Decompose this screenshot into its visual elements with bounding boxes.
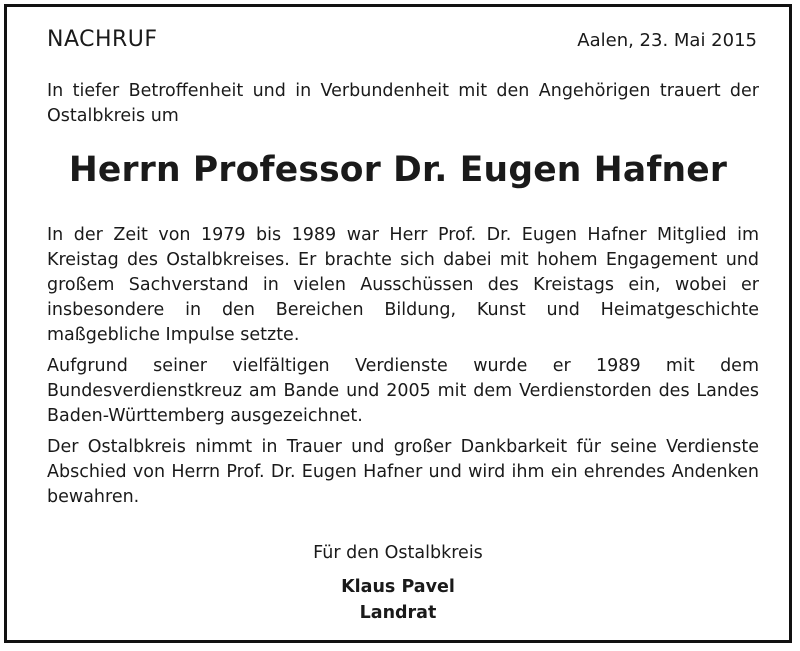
body-paragraph: Der Ostalbkreis nimmt in Trauer und großer Dankbarkeit für seine Verdienste Abschied von Herrn Prof. Dr. Eugen Hafner und wird ihm ein ehrendes Andenken bewahren. [47, 437, 759, 507]
body-paragraph: In der Zeit von 1979 bis 1989 war Herr Prof. Dr. Eugen Hafner Mitglied im Kreistag des Ostalbkreises. Er brachte sich dabei mit hohem Engagement und großem Sachverstand in vielen Ausschüssen des Kreistags ein, wobei er insbesondere in den Bereichen Bildung, Kunst und Heimatgeschichte maßgebliche Impulse setzte. [47, 225, 759, 345]
signatory-title: Landrat [359, 603, 437, 623]
deceased-name: Herrn Professor Dr. Eugen Hafner [68, 150, 728, 190]
notice-heading: NACHRUF [47, 27, 158, 52]
intro-text: In tiefer Betroffenheit und in Verbundenheit mit den Angehörigen trauert der Ostalbkreis um [47, 81, 759, 126]
header-row [47, 27, 757, 52]
obituary-notice [4, 4, 792, 643]
notice-body [47, 223, 759, 516]
signoff-line: Für den Ostalbkreis [313, 543, 483, 563]
body-paragraph: Aufgrund seiner vielfältigen Verdienste wurde er 1989 mit dem Bundesverdienstkreuz am Bande und 2005 mit dem Verdienstorden des Landes Baden-Württemberg ausgezeichnet. [47, 356, 759, 426]
signatory-name: Klaus Pavel [341, 577, 455, 597]
notice-dateline: Aalen, 23. Mai 2015 [577, 30, 757, 51]
